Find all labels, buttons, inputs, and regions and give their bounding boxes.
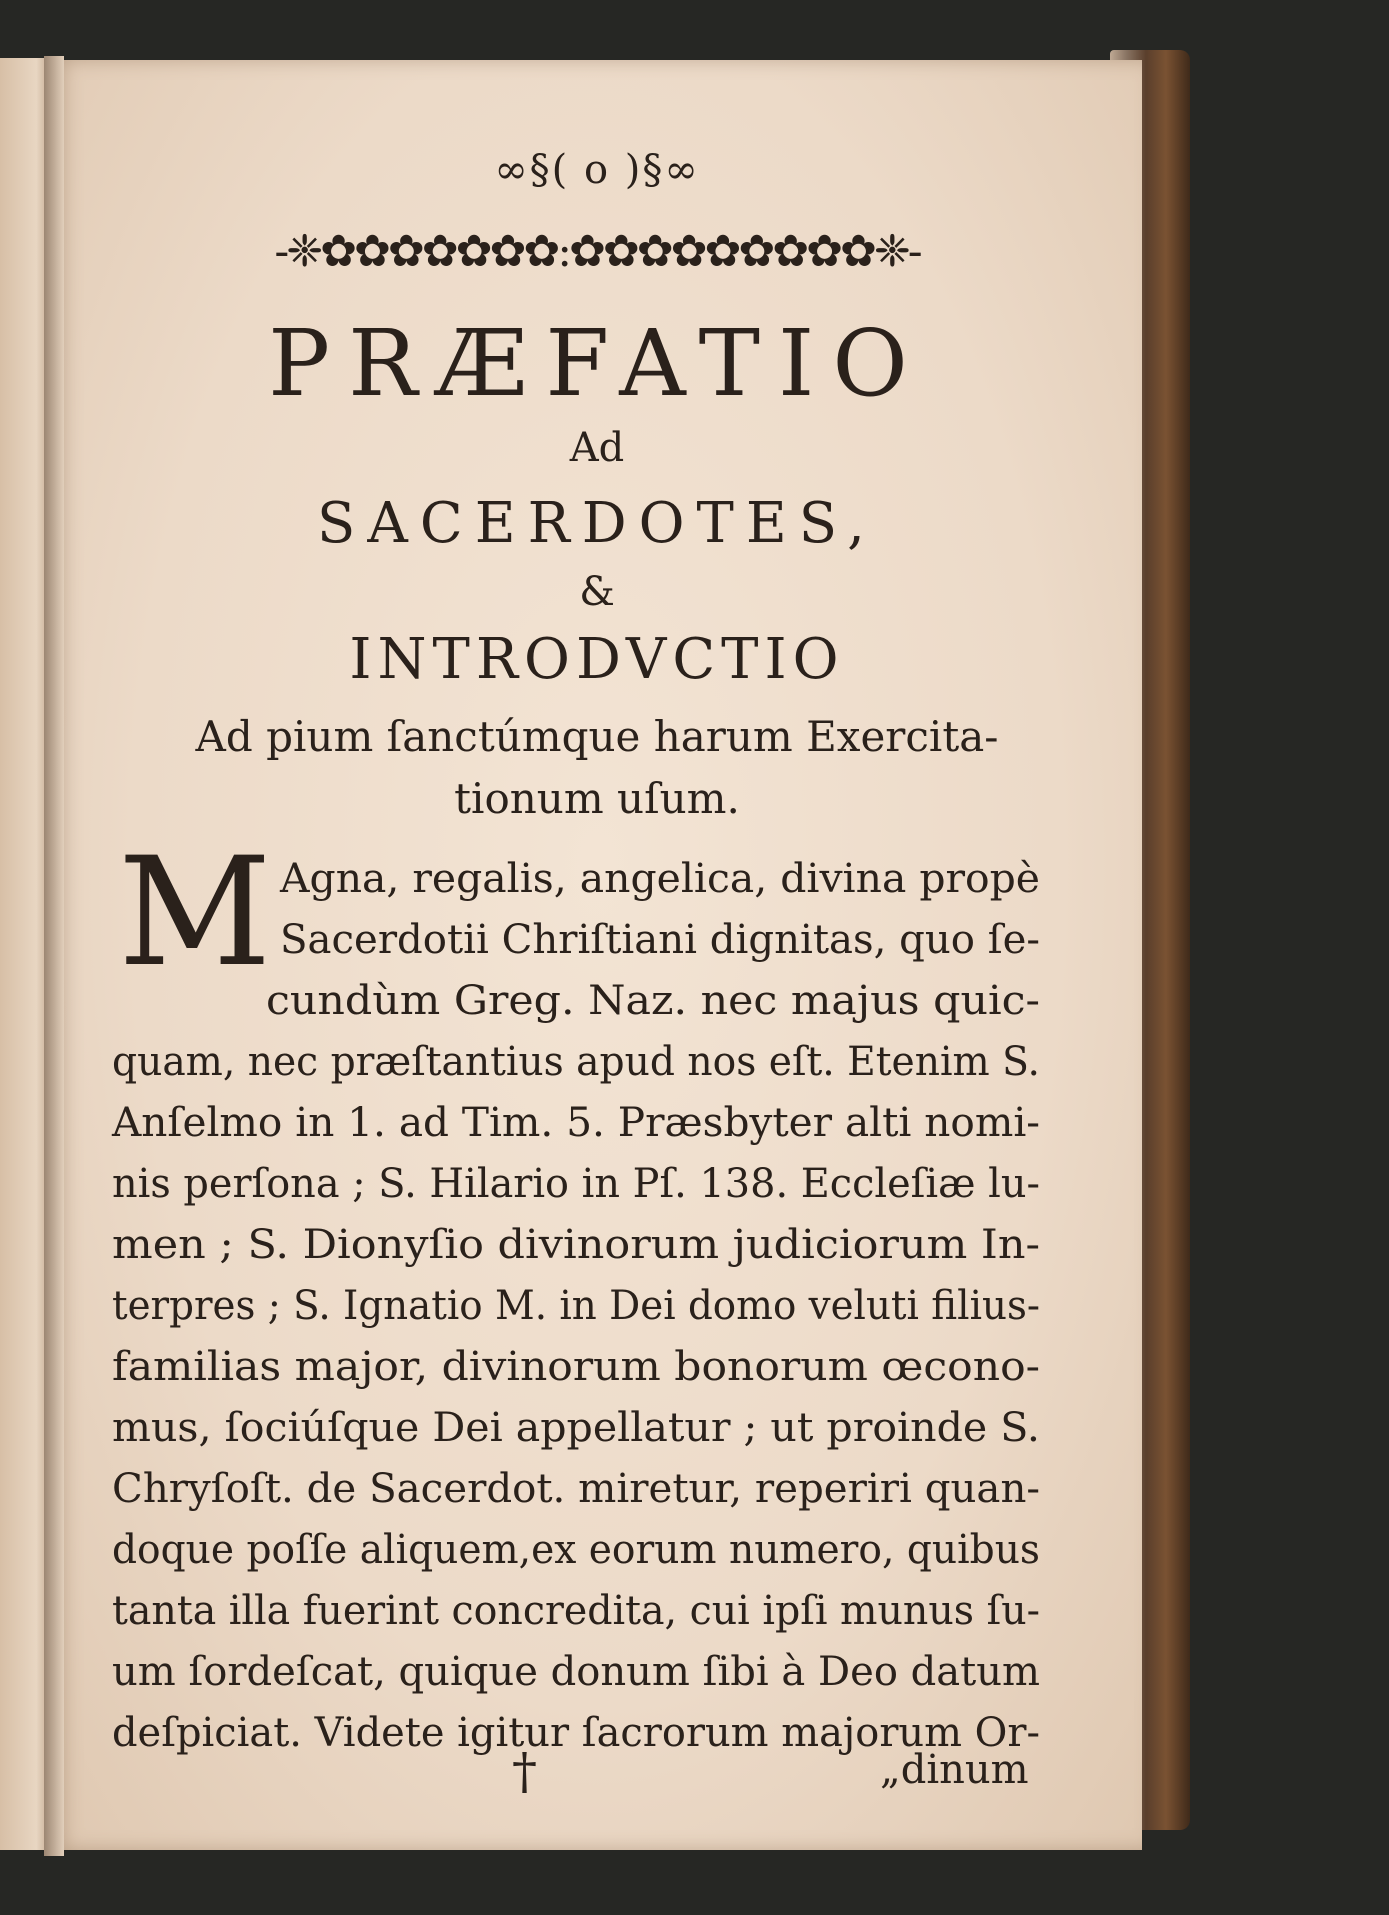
body-line: men ; S. Dionyſio divinorum judiciorum In- <box>112 1220 1040 1268</box>
page-title: PRÆFATIO <box>268 310 926 417</box>
title-ampersand: & <box>579 569 615 615</box>
body-line: doque poſſe aliquem,ex eorum numero, quibus <box>112 1525 1040 1573</box>
body-line: um ſordeſcat, quique donum ſibi à Deo datum <box>112 1647 1040 1695</box>
drop-cap: M <box>118 826 272 1000</box>
head-fleuron: ∞§( o )§∞ <box>494 147 700 193</box>
body-line: quam, nec præſtantius apud nos eſt. Etenim S. <box>112 1037 1040 1085</box>
body-line: deſpiciat. Videte igitur ſacrorum majorum Or- <box>112 1708 1040 1756</box>
title-sacerdotes: SACERDOTES, <box>317 491 877 556</box>
body-line: Anſelmo in 1. ad Tim. 5. Præsbyter alti nomi- <box>112 1098 1040 1146</box>
body-line: Chryſoſt. de Sacerdot. miretur, reperiri quan- <box>112 1464 1040 1512</box>
body-line: cundùm Greg. Naz. nec majus quic- <box>266 976 1040 1024</box>
title-introductio: INTRODVCTIO <box>349 627 845 692</box>
body-line: terpres ; S. Ignatio M. in Dei domo veluti filius- <box>112 1281 1040 1329</box>
body-line: nis perſona ; S. Hilario in Pſ. 138. Eccleſiæ lu- <box>112 1159 1040 1207</box>
body-line: mus, ſociúſque Dei appellatur ; ut proinde S. <box>112 1403 1040 1451</box>
signature-mark: † <box>512 1742 537 1800</box>
body-line: Sacerdotii Chriſtiani dignitas, quo ſe- <box>280 915 1040 963</box>
subtitle-line-1: Ad pium ſanctúmque harum Exercita- <box>195 712 999 761</box>
subtitle-line-2: tionum uſum. <box>454 774 740 823</box>
title-ad: Ad <box>569 425 625 471</box>
body-line: tanta illa fuerint concredita, cui ipſi munus ſu- <box>112 1586 1040 1634</box>
body-line: familias major, divinorum bonorum œcono- <box>112 1342 1040 1390</box>
catchword: „dinum <box>880 1747 1029 1793</box>
body-line: Agna, regalis, angelica, divina propè <box>280 854 1040 902</box>
ornament-band: -❈✿✿✿✿✿✿✿:✿✿✿✿✿✿✿✿✿❈- <box>274 226 920 277</box>
